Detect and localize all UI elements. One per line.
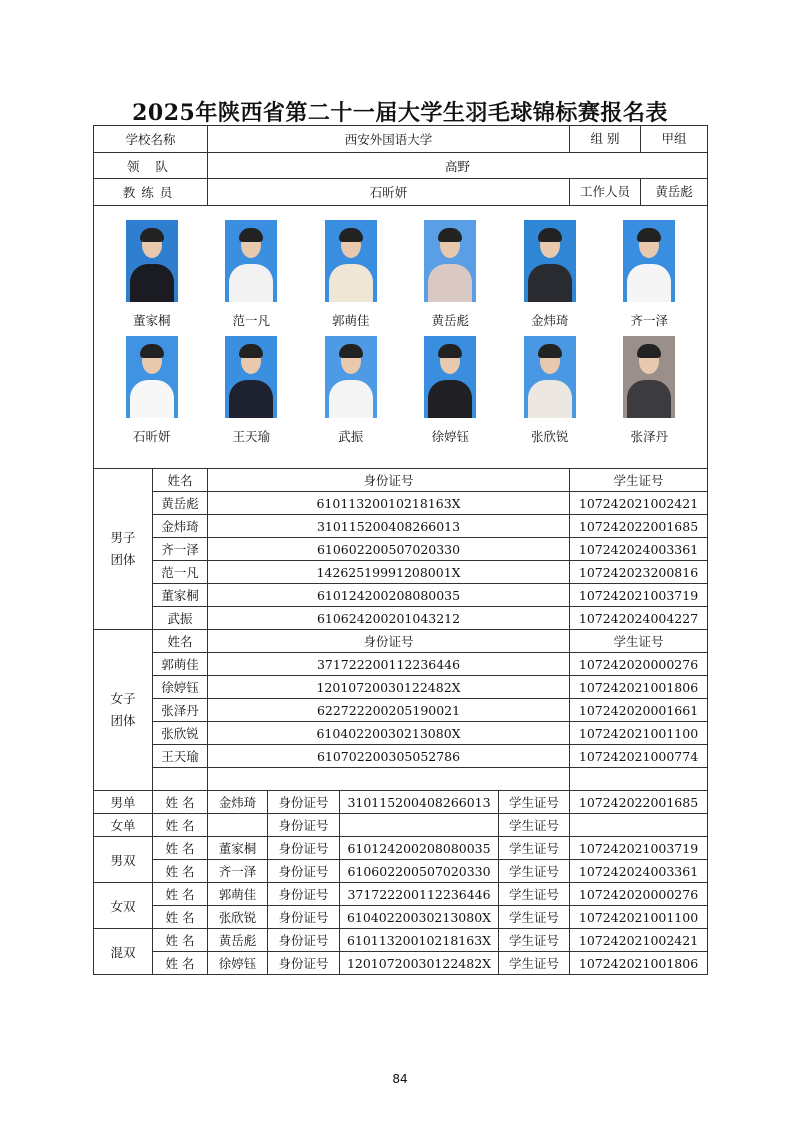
name-label: 姓 名 (153, 906, 208, 929)
student-photo (424, 220, 476, 302)
player-student-id: 107242021001806 (570, 676, 708, 699)
event-label: 男双 (94, 837, 153, 883)
id-label: 身份证号 (268, 837, 340, 860)
photo-name: 郭萌佳 (332, 313, 370, 328)
photo-card (102, 220, 202, 336)
col-name-header: 姓名 (153, 630, 208, 653)
registration-table (93, 125, 708, 975)
player-id: 610124200208080035 (340, 837, 499, 860)
photo-body (528, 264, 572, 302)
table-row (94, 699, 708, 722)
photo-card (600, 220, 700, 336)
name-label: 姓 名 (153, 860, 208, 883)
player-student-id: 107242022001685 (570, 515, 708, 538)
table-row (94, 676, 708, 699)
photo-body (627, 380, 671, 418)
sid-label: 学生证号 (499, 883, 570, 906)
player-name (208, 814, 268, 837)
photo-body (229, 380, 273, 418)
photo-name: 徐婷钰 (431, 429, 470, 444)
player-name: 徐婷钰 (153, 676, 208, 699)
table-row (94, 607, 708, 630)
photo-hair (637, 344, 661, 358)
col-student-header: 学生证号 (570, 469, 708, 492)
event-row (94, 860, 708, 883)
sid-label: 学生证号 (499, 814, 570, 837)
player-name: 齐一泽 (153, 538, 208, 561)
coach-value: 石昕妍 (208, 179, 570, 206)
player-student-id: 107242021001100 (570, 722, 708, 745)
player-student-id: 107242020000276 (570, 883, 708, 906)
player-id: 610124200208080035 (208, 584, 570, 607)
photo-name: 齐一泽 (630, 313, 669, 328)
photo-name: 董家桐 (132, 313, 171, 328)
photo-card (301, 220, 401, 336)
photo-name: 武振 (338, 429, 364, 444)
leader-value: 高野 (208, 153, 708, 179)
col-name-header: 姓名 (153, 469, 208, 492)
name-label: 姓 名 (153, 929, 208, 952)
photo-card (202, 220, 302, 336)
photo-name: 范一凡 (232, 313, 270, 328)
id-label: 身份证号 (268, 791, 340, 814)
player-name: 徐婷钰 (208, 952, 268, 975)
photo-card (202, 336, 302, 452)
player-id: 310115200408266013 (340, 791, 499, 814)
photo-hair (140, 228, 164, 242)
player-name: 张欣锐 (208, 906, 268, 929)
team-label: 女子团体 (94, 630, 153, 791)
id-label: 身份证号 (268, 906, 340, 929)
photo-body (627, 264, 671, 302)
photo-hair (339, 228, 363, 242)
player-id: 310115200408266013 (208, 515, 570, 538)
student-photo (524, 220, 576, 302)
photo-hair (438, 228, 462, 242)
photo-body (130, 380, 174, 418)
player-name: 金炜琦 (208, 791, 268, 814)
player-name: 齐一泽 (208, 860, 268, 883)
col-id-header: 身份证号 (208, 630, 570, 653)
id-label: 身份证号 (268, 883, 340, 906)
photo-card (500, 336, 600, 452)
photo-name: 金炜琦 (531, 313, 569, 328)
table-row (94, 515, 708, 538)
player-student-id: 107242024003361 (570, 538, 708, 561)
event-row (94, 883, 708, 906)
blank-cell (153, 768, 208, 791)
player-name: 金炜琦 (153, 515, 208, 538)
staff-value: 黄岳彪 (655, 184, 693, 199)
photo-body (428, 264, 472, 302)
event-row (94, 906, 708, 929)
event-row (94, 837, 708, 860)
photo-card (401, 336, 501, 452)
photo-hair (239, 344, 263, 358)
player-name: 张欣锐 (153, 722, 208, 745)
player-id: 61040220030213080X (208, 722, 570, 745)
player-student-id: 107242021001100 (570, 906, 708, 929)
photo-card (401, 220, 501, 336)
table-row (94, 492, 708, 515)
photo-body (130, 264, 174, 302)
sid-label: 学生证号 (499, 791, 570, 814)
col-student-header: 学生证号 (570, 630, 708, 653)
blank-cell (570, 768, 708, 791)
staff-cell (570, 179, 708, 206)
photo-body (229, 264, 273, 302)
player-student-id: 107242020001661 (570, 699, 708, 722)
team-header-row (94, 469, 708, 492)
photo-name: 黄岳彪 (431, 313, 470, 328)
player-id: 610602200507020330 (208, 538, 570, 561)
sid-label: 学生证号 (499, 929, 570, 952)
event-row (94, 952, 708, 975)
student-photo (524, 336, 576, 418)
photo-hair (637, 228, 661, 242)
sid-label: 学生证号 (499, 906, 570, 929)
group-label: 组 别 (570, 126, 641, 152)
event-row (94, 791, 708, 814)
coach-label: 教练员 (94, 179, 208, 206)
table-row (94, 538, 708, 561)
photo-name: 王天瑜 (232, 429, 270, 444)
staff-label: 工作人员 (570, 179, 641, 205)
team-header-row (94, 630, 708, 653)
photo-name: 张欣锐 (531, 429, 569, 444)
player-student-id: 107242020000276 (570, 653, 708, 676)
event-label: 混双 (94, 929, 153, 975)
event-row (94, 929, 708, 952)
player-name: 范一凡 (153, 561, 208, 584)
leader-label: 领 队 (94, 153, 208, 179)
col-id-header: 身份证号 (208, 469, 570, 492)
player-id: 61011320010218163X (340, 929, 499, 952)
page-number: 84 (392, 1072, 408, 1086)
player-name: 郭萌佳 (208, 883, 268, 906)
photo-hair (438, 344, 462, 358)
sid-label: 学生证号 (499, 837, 570, 860)
player-student-id: 107242024003361 (570, 860, 708, 883)
sid-label: 学生证号 (499, 860, 570, 883)
player-id: 14262519991208001X (208, 561, 570, 584)
event-row (94, 814, 708, 837)
player-student-id: 107242021000774 (570, 745, 708, 768)
player-student-id: 107242022001685 (570, 791, 708, 814)
player-student-id (570, 814, 708, 837)
school-value: 西安外国语大学 (208, 126, 570, 153)
player-name: 张泽丹 (153, 699, 208, 722)
event-label: 女单 (94, 814, 153, 837)
photo-body (528, 380, 572, 418)
blank-row (94, 768, 708, 791)
school-label: 学校名称 (94, 126, 208, 153)
name-label: 姓 名 (153, 837, 208, 860)
player-student-id: 107242024004227 (570, 607, 708, 630)
team-label: 男子团体 (94, 469, 153, 630)
player-name: 黄岳彪 (208, 929, 268, 952)
id-label: 身份证号 (268, 860, 340, 883)
player-name: 郭萌佳 (153, 653, 208, 676)
player-id: 610602200507020330 (340, 860, 499, 883)
photo-hair (538, 344, 562, 358)
player-id: 12010720030122482X (208, 676, 570, 699)
photo-card (102, 336, 202, 452)
player-id: 371722200112236446 (208, 653, 570, 676)
photo-hair (140, 344, 164, 358)
sid-label: 学生证号 (499, 952, 570, 975)
student-photo (325, 336, 377, 418)
player-name: 王天瑜 (153, 745, 208, 768)
id-label: 身份证号 (268, 814, 340, 837)
player-id: 61040220030213080X (340, 906, 499, 929)
name-label: 姓 名 (153, 791, 208, 814)
student-photo (424, 336, 476, 418)
photo-hair (239, 228, 263, 242)
group-value: 甲组 (661, 131, 687, 146)
name-label: 姓 名 (153, 952, 208, 975)
player-id: 61011320010218163X (208, 492, 570, 515)
player-student-id: 107242021003719 (570, 584, 708, 607)
player-id (340, 814, 499, 837)
player-id: 622722200205190021 (208, 699, 570, 722)
name-label: 姓 名 (153, 814, 208, 837)
player-student-id: 107242021002421 (570, 929, 708, 952)
photo-body (428, 380, 472, 418)
table-row (94, 745, 708, 768)
player-name: 武振 (153, 607, 208, 630)
photo-hair (339, 344, 363, 358)
player-id: 610702200305052786 (208, 745, 570, 768)
player-id: 610624200201043212 (208, 607, 570, 630)
table-row (94, 584, 708, 607)
player-student-id: 107242021001806 (570, 952, 708, 975)
photo-name: 石昕妍 (132, 429, 171, 444)
player-id: 12010720030122482X (340, 952, 499, 975)
photo-body (329, 264, 373, 302)
photo-card (301, 336, 401, 452)
player-student-id: 107242021002421 (570, 492, 708, 515)
player-name: 董家桐 (153, 584, 208, 607)
student-photo (126, 220, 178, 302)
name-label: 姓 名 (153, 883, 208, 906)
table-row (94, 561, 708, 584)
student-photo (623, 336, 675, 418)
event-label: 女双 (94, 883, 153, 929)
id-label: 身份证号 (268, 952, 340, 975)
photo-hair (538, 228, 562, 242)
player-student-id: 107242021003719 (570, 837, 708, 860)
photo-grid (94, 206, 707, 452)
photo-body (329, 380, 373, 418)
student-photo (623, 220, 675, 302)
blank-cell (208, 768, 570, 791)
student-photo (225, 336, 277, 418)
photo-card (600, 336, 700, 452)
student-photo (126, 336, 178, 418)
event-label: 男单 (94, 791, 153, 814)
id-label: 身份证号 (268, 929, 340, 952)
table-row (94, 722, 708, 745)
photo-section (94, 206, 708, 469)
player-id: 371722200112236446 (340, 883, 499, 906)
player-name: 黄岳彪 (153, 492, 208, 515)
table-row (94, 653, 708, 676)
photo-name: 张泽丹 (630, 429, 669, 444)
photo-card (500, 220, 600, 336)
player-name: 董家桐 (208, 837, 268, 860)
group-cell (570, 126, 708, 153)
form-title: 2025年陕西省第二十一届大学生羽毛球锦标赛报名表 (132, 100, 668, 126)
student-photo (225, 220, 277, 302)
player-student-id: 107242023200816 (570, 561, 708, 584)
student-photo (325, 220, 377, 302)
